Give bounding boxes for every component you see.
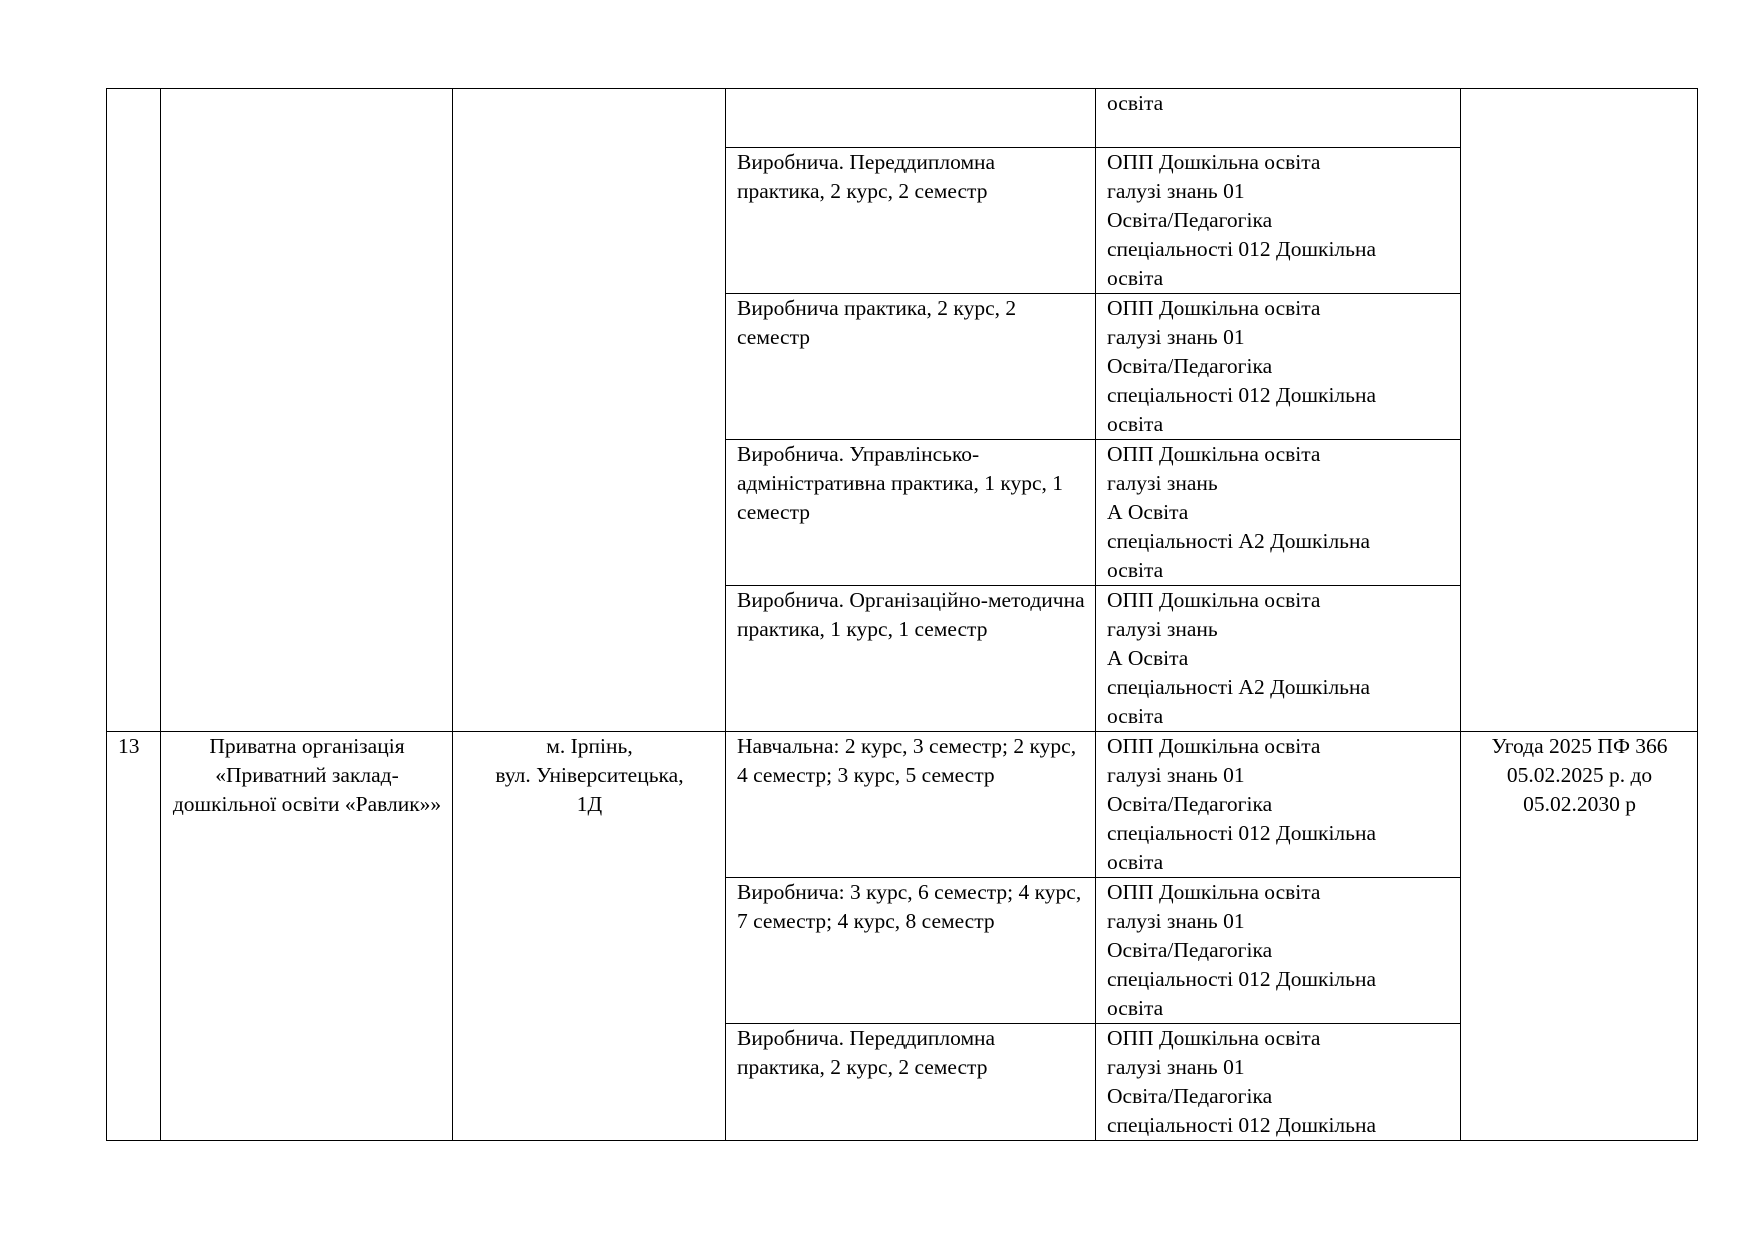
practice-cell: Виробнича практика, 2 курс, 2 семестр (726, 294, 1096, 440)
practice-cell: Навчальна: 2 курс, 3 семестр; 2 курс, 4 семестр; 3 курс, 5 семестр (726, 732, 1096, 878)
organization-cell: Приватна організація «Приватний заклад-дошкільної освіти «Равлик»» (161, 732, 453, 1141)
practice-bases-table (106, 88, 1698, 1141)
agreement-cell: Угода 2025 ПФ 366 05.02.2025 р. до 05.02.2030 р (1461, 732, 1698, 1141)
practice-cell: Виробнича. Переддипломна практика, 2 курс, 2 семестр (726, 1024, 1096, 1141)
table-row (107, 732, 1698, 878)
practice-cell: Виробнича. Організаційно-методична практика, 1 курс, 1 семестр (726, 586, 1096, 732)
practice-cell: Виробнича. Переддипломна практика, 2 курс, 2 семестр (726, 148, 1096, 294)
agreement-cell (1461, 89, 1698, 732)
program-cell: ОПП Дошкільна освіта галузі знань 01 Освіта/Педагогіка спеціальності 012 Дошкільна (1096, 1024, 1461, 1141)
number-cell: 13 (107, 732, 161, 1141)
practice-cell: Виробнича: 3 курс, 6 семестр; 4 курс, 7 семестр; 4 курс, 8 семестр (726, 878, 1096, 1024)
program-cell: ОПП Дошкільна освіта галузі знань А Освіта спеціальності А2 Дошкільна освіта (1096, 586, 1461, 732)
program-cell: ОПП Дошкільна освіта галузі знань 01 Освіта/Педагогіка спеціальності 012 Дошкільна освіта (1096, 148, 1461, 294)
number-cell (107, 89, 161, 732)
practice-cell: Виробнича. Управлінсько-адміністративна практика, 1 курс, 1 семестр (726, 440, 1096, 586)
table-row (107, 89, 1698, 148)
organization-cell (161, 89, 453, 732)
practice-cell (726, 89, 1096, 148)
address-cell (453, 89, 726, 732)
program-cell: освіта (1096, 89, 1461, 148)
address-cell: м. Ірпінь, вул. Університецька, 1Д (453, 732, 726, 1141)
program-cell: ОПП Дошкільна освіта галузі знань А Освіта спеціальності А2 Дошкільна освіта (1096, 440, 1461, 586)
program-cell: ОПП Дошкільна освіта галузі знань 01 Освіта/Педагогіка спеціальності 012 Дошкільна освіта (1096, 878, 1461, 1024)
program-cell: ОПП Дошкільна освіта галузі знань 01 Освіта/Педагогіка спеціальності 012 Дошкільна освіта (1096, 732, 1461, 878)
program-cell: ОПП Дошкільна освіта галузі знань 01 Освіта/Педагогіка спеціальності 012 Дошкільна освіта (1096, 294, 1461, 440)
